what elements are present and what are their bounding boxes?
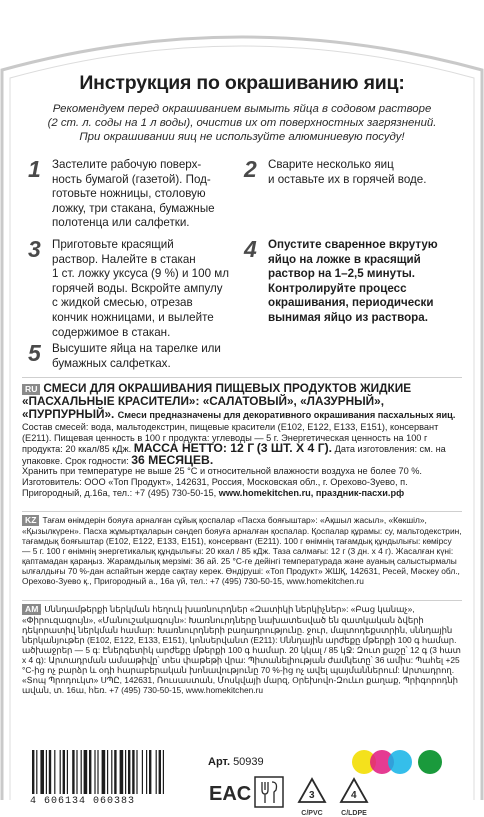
am-text: Սննդամթերքի ներկման հեղուկ խառնուրդներ «Զատիկի ներկիչներ»: «Բաց կանաչ», «Փիրուզագույն», «Մանուշակագույն»: Խառնուրդները նախատեսված են զատկական ձվերի դեկորատիվ ներկման համար: Խառնուրդների բաղադրությունը. ջուր, մալտոդեքստրին, սննդային ներկանյութեր (E102, E122, E133, E151), կոնսերվանտ (E211): Սննդային արժեքը մթերքի 100 գ համար. ածխաջրեր — 5 գ: Էներգետիկ արժեքը մթերքի 100 գ համար. 20 կկալ / 85 կՋ: Զուտ քաշը՝ 12 գ (3 հատ x 4 գ): Արտադրման ամսաթիվը՝ տես փաթեթի վրա: Պիտանելիության ժամկետը՝ 36 ամիս: Պահել +25 °C-ից ոչ բարձր և օդի հարաբերական խոնավությունը 70 %-ից ոչ ավել պայմաններում: Արտադրող. «Տոպ Պրոդուկտ» ՍՊԸ, 142631, Ռուսաստան, Մոսկվայի մարզ, Օրեխովո-Զուևո քաղաք, Պրիգորոդնի ավան, տ. 16ա, հեռ. +7 (495) 730-50-15, www.homekitchen.ru [22,604,461,695]
barcode-number: 4 606134 060383 [30,796,136,807]
ru-section [22,382,462,498]
step-line: Опустите сваренное вкрутую [268,238,438,251]
step-text [52,158,215,231]
step-line: 1 ст. ложку уксуса (9 %) и 100 мл [52,267,229,281]
barcode-bar [40,750,44,794]
barcode-bar [102,750,106,794]
step-line: ложку, три стакана, бумажные [52,201,215,215]
step-text [268,158,426,187]
article-value: 50939 [233,756,264,768]
intro-line: При окрашивании яиц не используйте алюминиевую посуду! [79,131,405,143]
recycle-pvc-label: C/PVC [301,810,323,817]
step-text [52,238,229,340]
ru-site: www.homekitchen.ru, праздник-пасхи.рф [218,487,405,498]
barcode [30,750,200,794]
recycle-ldpe-icon [336,776,372,808]
barcode-bar [54,750,55,794]
barcode-bar [114,750,116,794]
lang-tag-am: AM [22,604,41,615]
step-line: с жидкой смесью, отрезав [52,296,193,310]
barcode-bar [76,750,77,794]
step-number: 3 [28,236,41,262]
svg-text:EAC: EAC [209,783,252,805]
step-line: Приготовьте красящий [52,238,174,251]
step-number: 4 [244,236,257,262]
ru-shelf-life: 36 МЕСЯЦЕВ. [131,452,214,467]
ru-heading [22,382,462,422]
step-number: 2 [244,156,257,182]
article-number [208,756,264,768]
barcode-bar [136,750,137,794]
article-label: Арт. [208,756,230,768]
instruction-title: Инструкция по окрашиванию яиц: [79,72,405,94]
barcode-bar [97,750,98,794]
step-text [52,342,221,371]
svg-text:3: 3 [309,790,315,801]
step-line: полотенца или салфетки. [52,216,190,230]
step-line: бумажных салфетках. [52,356,171,370]
ru-composition-text: Состав смесей: вода, мальтодекстрин, пищевые красители (E102, E122, E133, E151), консервант (E211). Пищевая ценность в 100 г продукта: углеводы — 5 г. Энергетическая ценность на 100 г продукта: 20 ккал/85 кДж. [22,422,439,455]
step-line: ность бумагой (газетой). Под- [52,172,211,186]
step-line: раствор на 1–2,5 минуты. [268,267,416,281]
intro-text [22,102,462,144]
ru-maker-text: Изготовитель: ООО «Топ Продукт», 142631, Россия, Московская обл., г. Орехово-Зуево, п. Пригородный, д.16а, тел.: +7 (495) 730-50-15, [22,476,408,498]
step-line: Высушите яйца на тарелке или [52,342,221,355]
step-line: содержимое в стакан. [52,325,171,339]
barcode-bar [128,750,130,794]
barcode-bar [125,750,126,794]
step-number: 1 [28,156,41,182]
step-line: кончик ножницами, и вылейте [52,310,214,324]
barcode-bar [32,750,34,794]
barcode-bar [72,750,74,794]
barcode-bar [60,750,61,794]
ru-net-weight: МАССА НЕТТО: 12 Г [133,441,255,456]
step-line: вынимая яйцо из раствора. [268,310,428,324]
barcode-bar [94,750,95,794]
step-line: яйцо на ложке в красящий [268,252,421,266]
kz-section [22,515,462,586]
step-line: окрашивания, периодически [268,296,434,310]
intro-line: (2 ст. л. соды на 1 л воды), очистив их от поверхностных загрязнений. [47,117,437,129]
step-line: и оставьте их в горячей воде. [268,172,427,186]
step-line: раствор. Налейте в стакан [52,252,196,266]
cyan-dot [388,750,412,774]
green-dot [418,750,442,774]
food-safe-icon [254,776,284,808]
divider [22,511,462,512]
step-number: 5 [28,340,41,366]
barcode-bar [81,750,82,794]
step-line: горячей воды. Вскройте ампулу [52,281,223,295]
barcode-bar [67,750,68,794]
barcode-bar [89,750,91,794]
barcode-bar [146,750,147,794]
step-line: Застелите рабочую поверх- [52,158,202,171]
barcode-bar [142,750,143,794]
ru-date-text: Дата изготовления: см. на упаковке. Срок годности: [22,444,446,466]
divider [22,377,462,378]
kz-text: Тағам өнімдерін бояуға арналған сұйық қоспалар «Пасха бояғыштар»: «Ақшыл жасыл», «Көкшіл», «Қызылкүрен». Пасха жұмыртқаларын сәндеп бояуға арналған қоспалар. Қоспалар құрамы: су, мальтодекстрин, тағамдық бояғыштар (E102, E122, E133, E151), консервант (E211). 100 г өнімнің тағамдық құндылығы: көмірсу — 5 г. 100 г өнімнің энергетикалық құндылығы: 20 ккал / 85 кДж. Таза салмағы: 12 г (3 дн. х 4 г). Жасалған күні: қаптамадан қараңыз. Жарамдылық мерзімі: 36 ай. 25 °С-ге дейінгі температурада және ауаның салыстырмалы ылғалдығы 70 %-дан аспайтын жерде сақтау керек. Өндіруші: «Топ Продукт» ЖШҚ, 142631, Ресей, Мәскеу обл., Орехово-Зуево қ., Пригородный а., 16а үй, тел.: +7 (495) 730-50-15, www.homekitchen.ru [22,515,462,586]
barcode-bar [132,750,134,794]
barcode-bar [159,750,161,794]
barcode-bar [111,750,112,794]
barcode-bar [46,750,47,794]
lang-tag-kz: KZ [22,515,39,526]
certification-icons [208,776,448,816]
instruction-card [22,52,462,817]
ean-icon [208,776,252,808]
barcode-bar [36,750,37,794]
ru-purpose: Смеси предназначены для декоративного окрашивания пасхальных яиц. [117,410,456,420]
ru-net-detail: (3 ШТ. Х 4 Г). [256,441,333,456]
ru-maker [22,477,462,498]
lang-tag-ru: RU [22,384,40,395]
recycle-ldpe-label: C/LDPE [341,810,367,817]
barcode-bar [84,750,88,794]
divider [22,600,462,601]
ru-storage: Хранить при температуре не выше 25 °С и относительной влажности воздуха не более 70 %. [22,466,422,477]
am-section [22,604,462,695]
barcode-bar [120,750,124,794]
ru-composition [22,422,462,466]
step-line: готовьте ножницы, столовую [52,187,206,201]
step-text [268,238,438,326]
barcode-bar [149,750,151,794]
svg-text:4: 4 [351,790,357,801]
step-line: Сварите несколько яиц [268,158,394,171]
step-line: Контролируйте процесс [268,281,407,295]
barcode-bar [163,750,164,794]
barcode-bar [107,750,108,794]
barcode-bar [63,750,65,794]
barcode-bar [49,750,51,794]
ru-heading-text: СМЕСИ ДЛЯ ОКРАШИВАНИЯ ПИЩЕВЫХ ПРОДУКТОВ ЖИДКИЕ «ПАСХАЛЬНЫЕ КРАСИТЕЛИ»: «САЛАТОВЫЙ», «ЛАЗУРНЫЙ», «ПУРПУРНЫЙ». [22,381,412,421]
barcode-bar [156,750,157,794]
intro-line: Рекомендуем перед окрашиванием вымыть яйца в содовом растворе [52,103,432,115]
color-dots [352,750,448,776]
recycle-pvc-icon [294,776,330,808]
